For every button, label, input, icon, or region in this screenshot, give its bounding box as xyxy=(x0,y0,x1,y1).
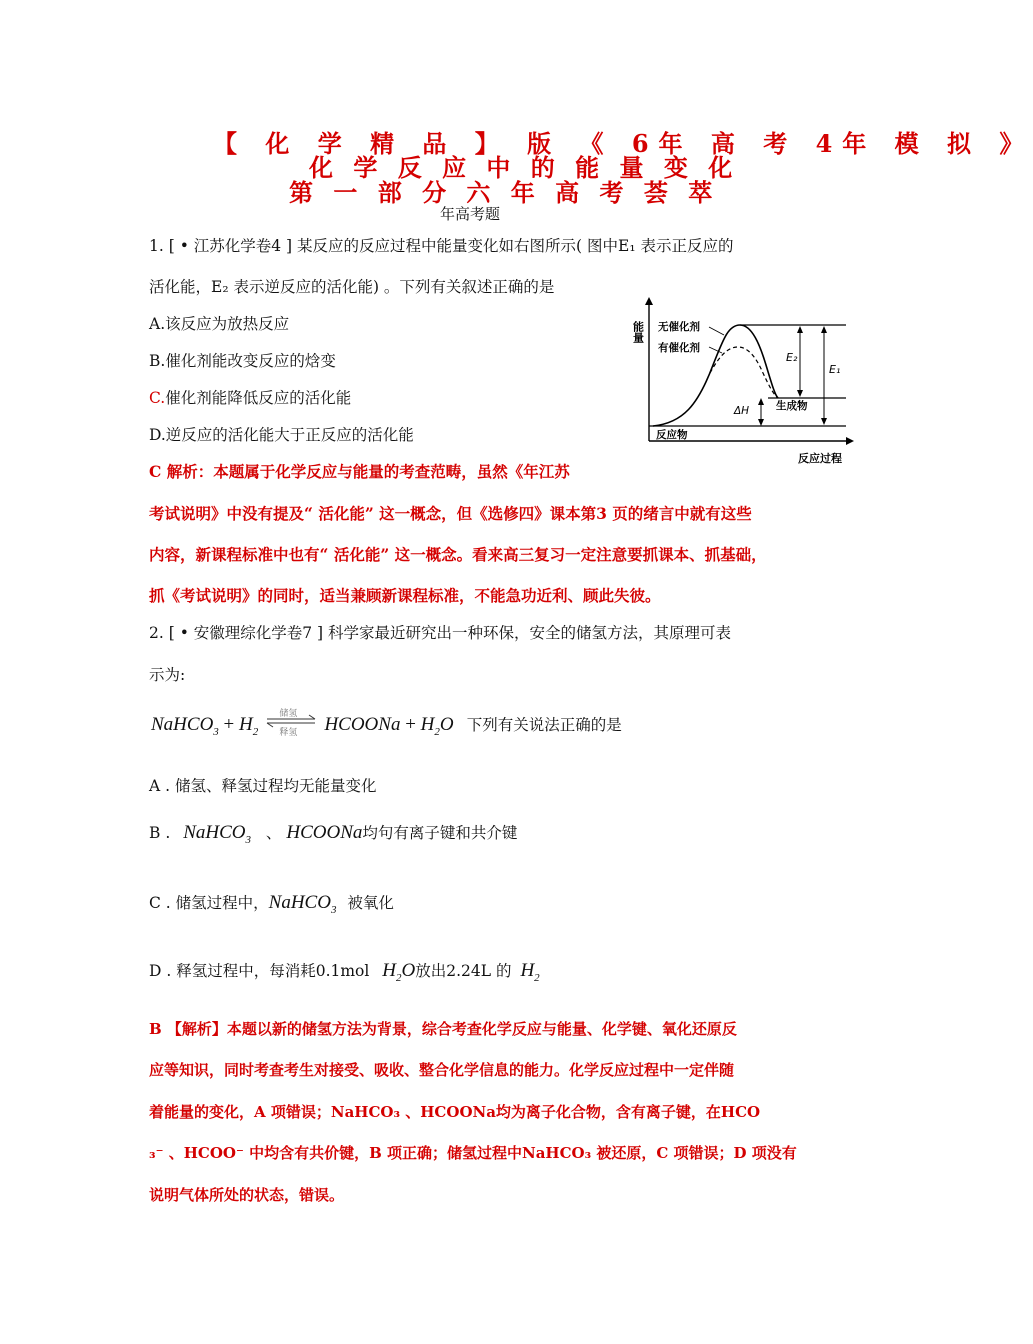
q1-option-b: B.催化剂能改变反应的焓变 xyxy=(149,352,336,370)
q1-answer-line-4: 抓《考试说明》的同时，适当兼顾新课程标准，不能急功近利、顾此失彼。 xyxy=(149,586,661,605)
title-line-1: 【 化 学 精 品 】 版 《 6年 高 考 4年 模 拟 》 xyxy=(213,129,1033,158)
eq-h2o: $H_2O$ xyxy=(420,714,454,738)
q2-option-d: D . 释氢过程中，每消耗0.1mol $H_2O$放出2.24L 的 $H_2$ xyxy=(149,960,540,984)
eq-reversible-arrow: 储氢 释氢 xyxy=(263,708,319,734)
q1-option-a: A.该反应为放热反应 xyxy=(149,315,290,333)
eq-hcoona: HCOONa xyxy=(324,714,401,735)
q1-answer-line-1: C 解析：本题属于化学反应与能量的考查范畴，虽然《年江苏 xyxy=(149,462,570,481)
q1-stem-line-2: 活化能，E₂ 表示逆反应的活化能) 。下列有关叙述正确的是 xyxy=(149,278,555,296)
title-line-2: 化 学 反 应 中 的 能 量 变 化 xyxy=(309,153,739,182)
q1-option-c-text: 催化剂能降低反应的活化能 xyxy=(165,389,352,407)
q1-option-d: D.逆反应的活化能大于正反应的活化能 xyxy=(149,426,414,444)
q2-stem-line-2: 示为: xyxy=(149,666,186,684)
pointer-uncatalyzed xyxy=(709,327,724,335)
label-reactant: 反应物 xyxy=(656,429,688,441)
eq-h2: $H_2$ xyxy=(239,714,259,738)
q2-answer-line-3: 着能量的变化，A 项错误；NaHCO₃ 、HCOONa均为离子化合物，含有离子键，在HCO xyxy=(149,1103,761,1121)
q2-answer-line-5: 说明气体所处的状态，错误。 xyxy=(149,1186,345,1204)
label-e2: E₂ xyxy=(786,351,798,364)
x-axis-arrow xyxy=(846,437,854,445)
y-axis-arrow xyxy=(645,297,653,305)
label-product: 生成物 xyxy=(776,400,808,412)
label-uncatalyzed: 无催化剂 xyxy=(658,321,700,333)
uncatalyzed-curve xyxy=(653,325,778,426)
q2-option-a: A . 储氢、释氢过程均无能量变化 xyxy=(149,777,377,795)
label-e1: E₁ xyxy=(829,363,841,376)
q2-answer-line-2: 应等知识，同时考查考生对接受、吸收、整合化学信息的能力。化学反应过程中一定伴随 xyxy=(149,1061,735,1079)
y-axis-label: 能量 xyxy=(631,321,645,343)
q2-answer-line-4: ₃⁻ 、HCOO⁻ 中均含有共价键，B 项正确；储氢过程中NaHCO₃ 被还原，C 项错误；D 项没有 xyxy=(149,1144,797,1162)
q1-option-c xyxy=(149,388,351,408)
q2-option-b: B . NaHCO$_3$ 、 HCOONa均句有离子键和共介键 xyxy=(149,822,518,846)
q2-stem-line-1: 2. [ • 安徽理综化学卷7 ] 科学家最近研究出一种环保，安全的储氢方法，其原理可表 xyxy=(149,624,732,642)
label-catalyzed: 有催化剂 xyxy=(658,342,700,354)
q2-option-c: C . 储氢过程中，NaHCO$_3$ 被氧化 xyxy=(149,892,394,916)
energy-diagram xyxy=(628,295,860,467)
q1-stem-line-1: 1. [ • 江苏化学卷4 ] 某反应的反应过程中能量变化如右图所示( 图中E₁ 表示正反应的 xyxy=(149,237,734,255)
x-axis-label: 反应过程 xyxy=(798,452,842,465)
subtitle: 年高考题 xyxy=(440,205,501,223)
q1-answer-line-3: 内容，新课程标准中也有“ 活化能” 这一概念。看来高三复习一定注意要抓课本、抓基础， xyxy=(149,545,767,564)
q2-answer-line-1: B 【解析】本题以新的储氢方法为背景，综合考查化学反应与能量、化学键、氧化还原反 xyxy=(149,1020,737,1038)
title-line-3: 第 一 部 分 六 年 高 考 荟 萃 xyxy=(289,178,719,207)
label-dh: ΔH xyxy=(734,405,750,417)
q1-option-c-letter: C. xyxy=(149,389,166,407)
eq-nahco3: NaHCO$_3$ xyxy=(151,714,219,738)
q2-equation: NaHCO$_3$ + $H_2$ 储氢 释氢 HCOONa + $H_2O$ 下列有关说法正确的是 xyxy=(151,709,622,738)
q1-answer-line-2: 考试说明》中没有提及“ 活化能” 这一概念，但《选修四》课本第3 页的绪言中就有这些 xyxy=(149,504,752,523)
eq-tail-text: 下列有关说法正确的是 xyxy=(466,716,622,734)
